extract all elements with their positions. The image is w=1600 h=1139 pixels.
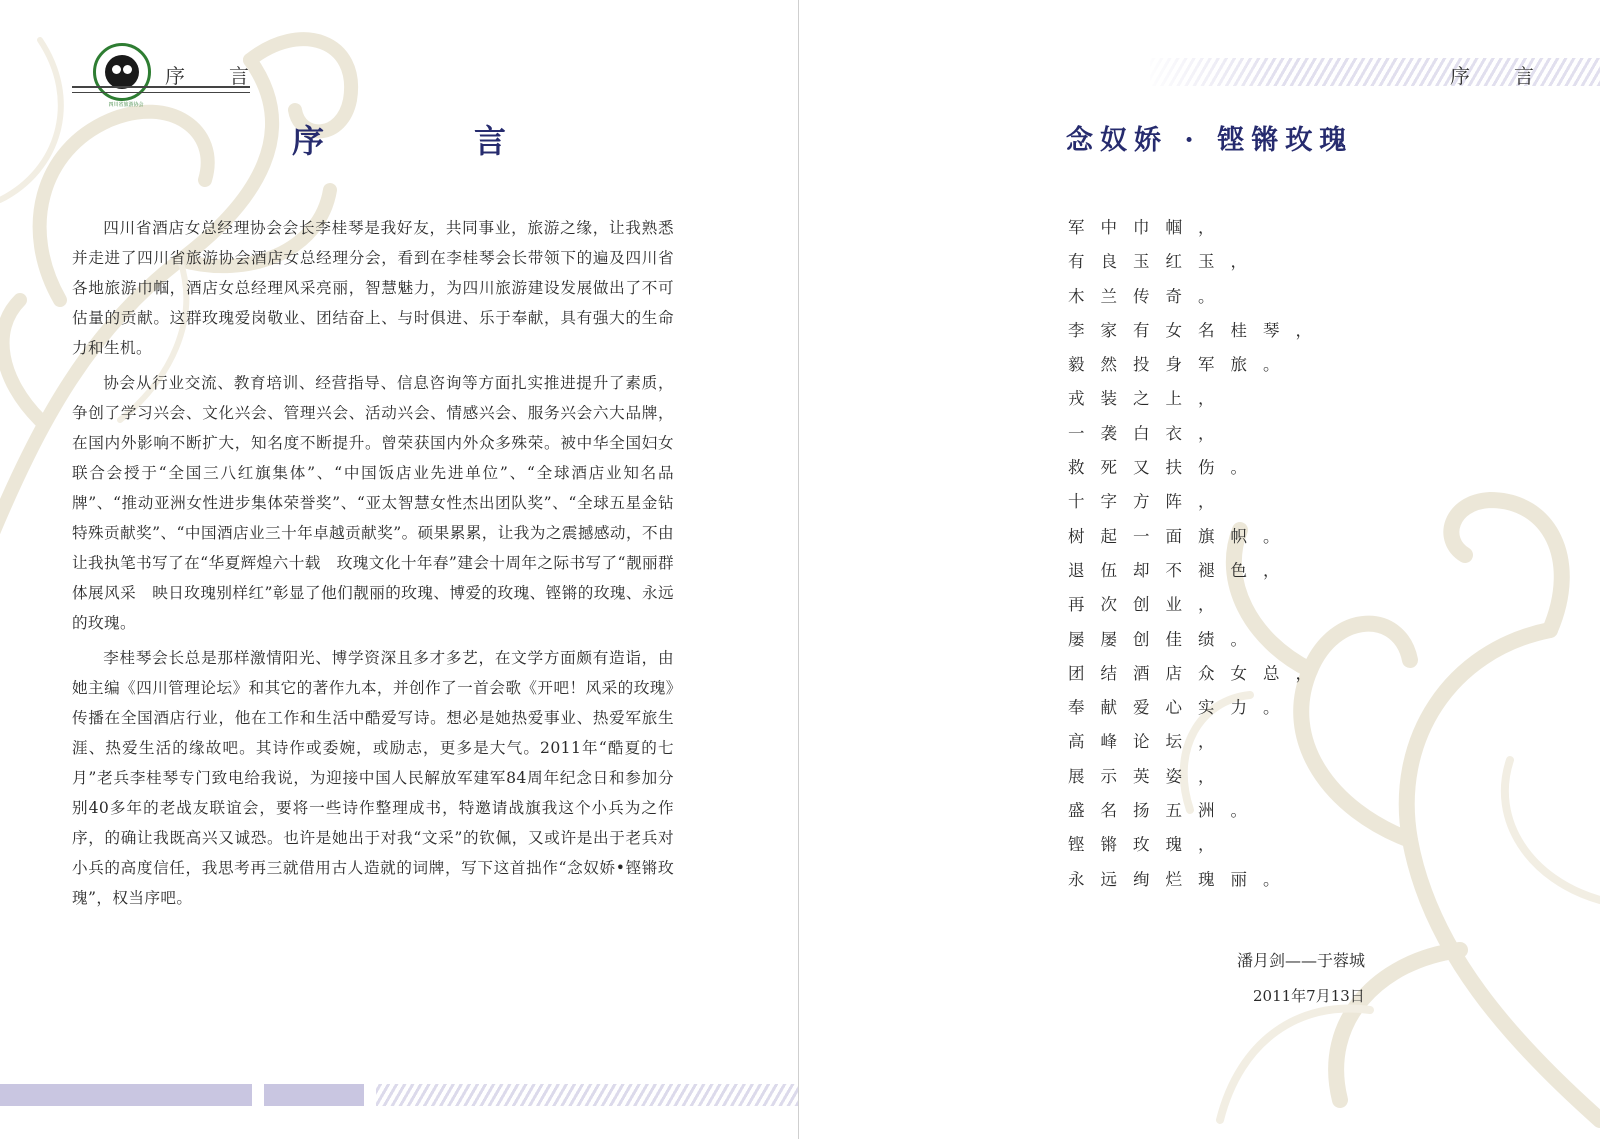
right-page [800,0,1600,1139]
poem-line: 铿锵玫瑰， [1068,835,1231,855]
poem-line: 毅然投身军旅。 [1068,355,1296,375]
poem-line: 展示英姿， [1068,766,1231,786]
left-page [0,0,799,1139]
poem-line: 再次创业， [1068,595,1231,615]
poem-line: 军中巾帼， [1068,218,1231,237]
page-title: 序言 [291,122,656,160]
signature-date: 2011年7月13日 [1253,987,1365,1005]
preface-paragraph-3: 李桂琴会长总是那样激情阳光、博学资深且多才多艺，在文学方面颇有造诣，由她主编《四川管理论坛》和其它的著作九本，并创作了一首会歌《开吧！风采的玫瑰》传播在全国酒店行业，他在工作和生活中酷爱写诗。想必是她热爱事业、热爱军旅生涯、热爱生活的缘故吧。其诗作或委婉，或励志，更多是大气。2011年“酷夏的七月”老兵李桂琴专门致电给我说，为迎接中国人民解放军建军84周年纪念日和参加分别40多年的老战友联谊会，要将一些诗作整理成书，特邀请战旗我这个小兵为之作序，的确让我既高兴又诚恐。也许是她出于对我“文采”的钦佩，又或许是出于老兵对小兵的高度信任，我思考再三就借用古人造就的词牌，写下这首拙作“念奴娇•铿锵玫瑰”，权当序吧。 [72,649,674,907]
poem-line: 退伍却不褪色， [1068,560,1296,580]
footer-bar [264,1084,364,1106]
poem-line: 木兰传奇。 [1068,286,1231,306]
poem-line: 高峰论坛， [1068,732,1231,752]
poem-line: 有良玉红玉， [1068,252,1263,272]
poem-line: 树起一面旗帜。 [1068,526,1296,546]
poem-line: 一袭白衣， [1068,423,1231,443]
poem-line: 戎装之上， [1068,389,1231,409]
signature-author: 潘月剑——于蓉城 [1237,951,1366,970]
poem-title: 念奴娇 · 铿锵玫瑰 [1066,125,1354,156]
header-band-fade [1140,58,1280,86]
poem [1068,214,1328,900]
preface-body [72,213,674,918]
poem-line: 盛名扬五洲。 [1068,801,1263,821]
header-section-label: 序言 [1450,64,1578,88]
logo-caption: 四川省旅游协会 [108,102,144,108]
panda-face-icon [105,55,139,89]
footer-bar [0,1084,252,1106]
poem-line: 屡屡创佳绩。 [1068,629,1263,649]
poem-line: 永远绚烂瑰丽。 [1068,869,1296,889]
poem-line: 十字方阵， [1068,492,1231,512]
header-section-label: 序言 [165,64,293,88]
poem-line: 团结酒店众女总， [1068,663,1328,683]
poem-line: 救死又扶伤。 [1068,458,1263,478]
poem-line: 奉献爱心实力。 [1068,698,1296,718]
preface-paragraph-2: 协会从行业交流、教育培训、经营指导、信息咨询等方面扎实推进提升了素质，争创了学习兴会、文化兴会、管理兴会、活动兴会、情感兴会、服务兴会六大品牌，在国内外影响不断扩大，知名度不断提升。曾荣获国内外众多殊荣。被中华全国妇女联合会授于“全国三八红旗集体”、“中国饭店业先进单位”、“全球酒店业知名品牌”、“推动亚洲女性进步集体荣誉奖”、“亚太智慧女性杰出团队奖”、“全球五星金钻特殊贡献奖”、“中国酒店业三十年卓越贡献奖”。硕果累累，让我为之震撼感动，不由让我执笔书写了在“华夏辉煌六十载 玫瑰文化十年春”建会十周年之际书写了“靓丽群体展风采 映日玫瑰别样红”彰显了他们靓丽的玫瑰、博爱的玫瑰、铿锵的玫瑰、永远的玫瑰。 [72,374,674,632]
poem-line: 李家有女名桂琴， [1068,320,1328,340]
header-underline [72,86,250,93]
preface-paragraph-1: 四川省酒店女总经理协会会长李桂琴是我好友，共同事业，旅游之缘，让我熟悉并走进了四川省旅游协会酒店女总经理分会，看到在李桂琴会长带领下的遍及四川省各地旅游巾帼，酒店女总经理风采亮丽，智慧魅力，为四川旅游建设发展做出了不可估量的贡献。这群玫瑰爱岗敬业、团结奋上、与时俱进、乐于奉献，具有强大的生命力和生机。 [72,219,674,357]
footer-hatch-bar [376,1084,798,1106]
